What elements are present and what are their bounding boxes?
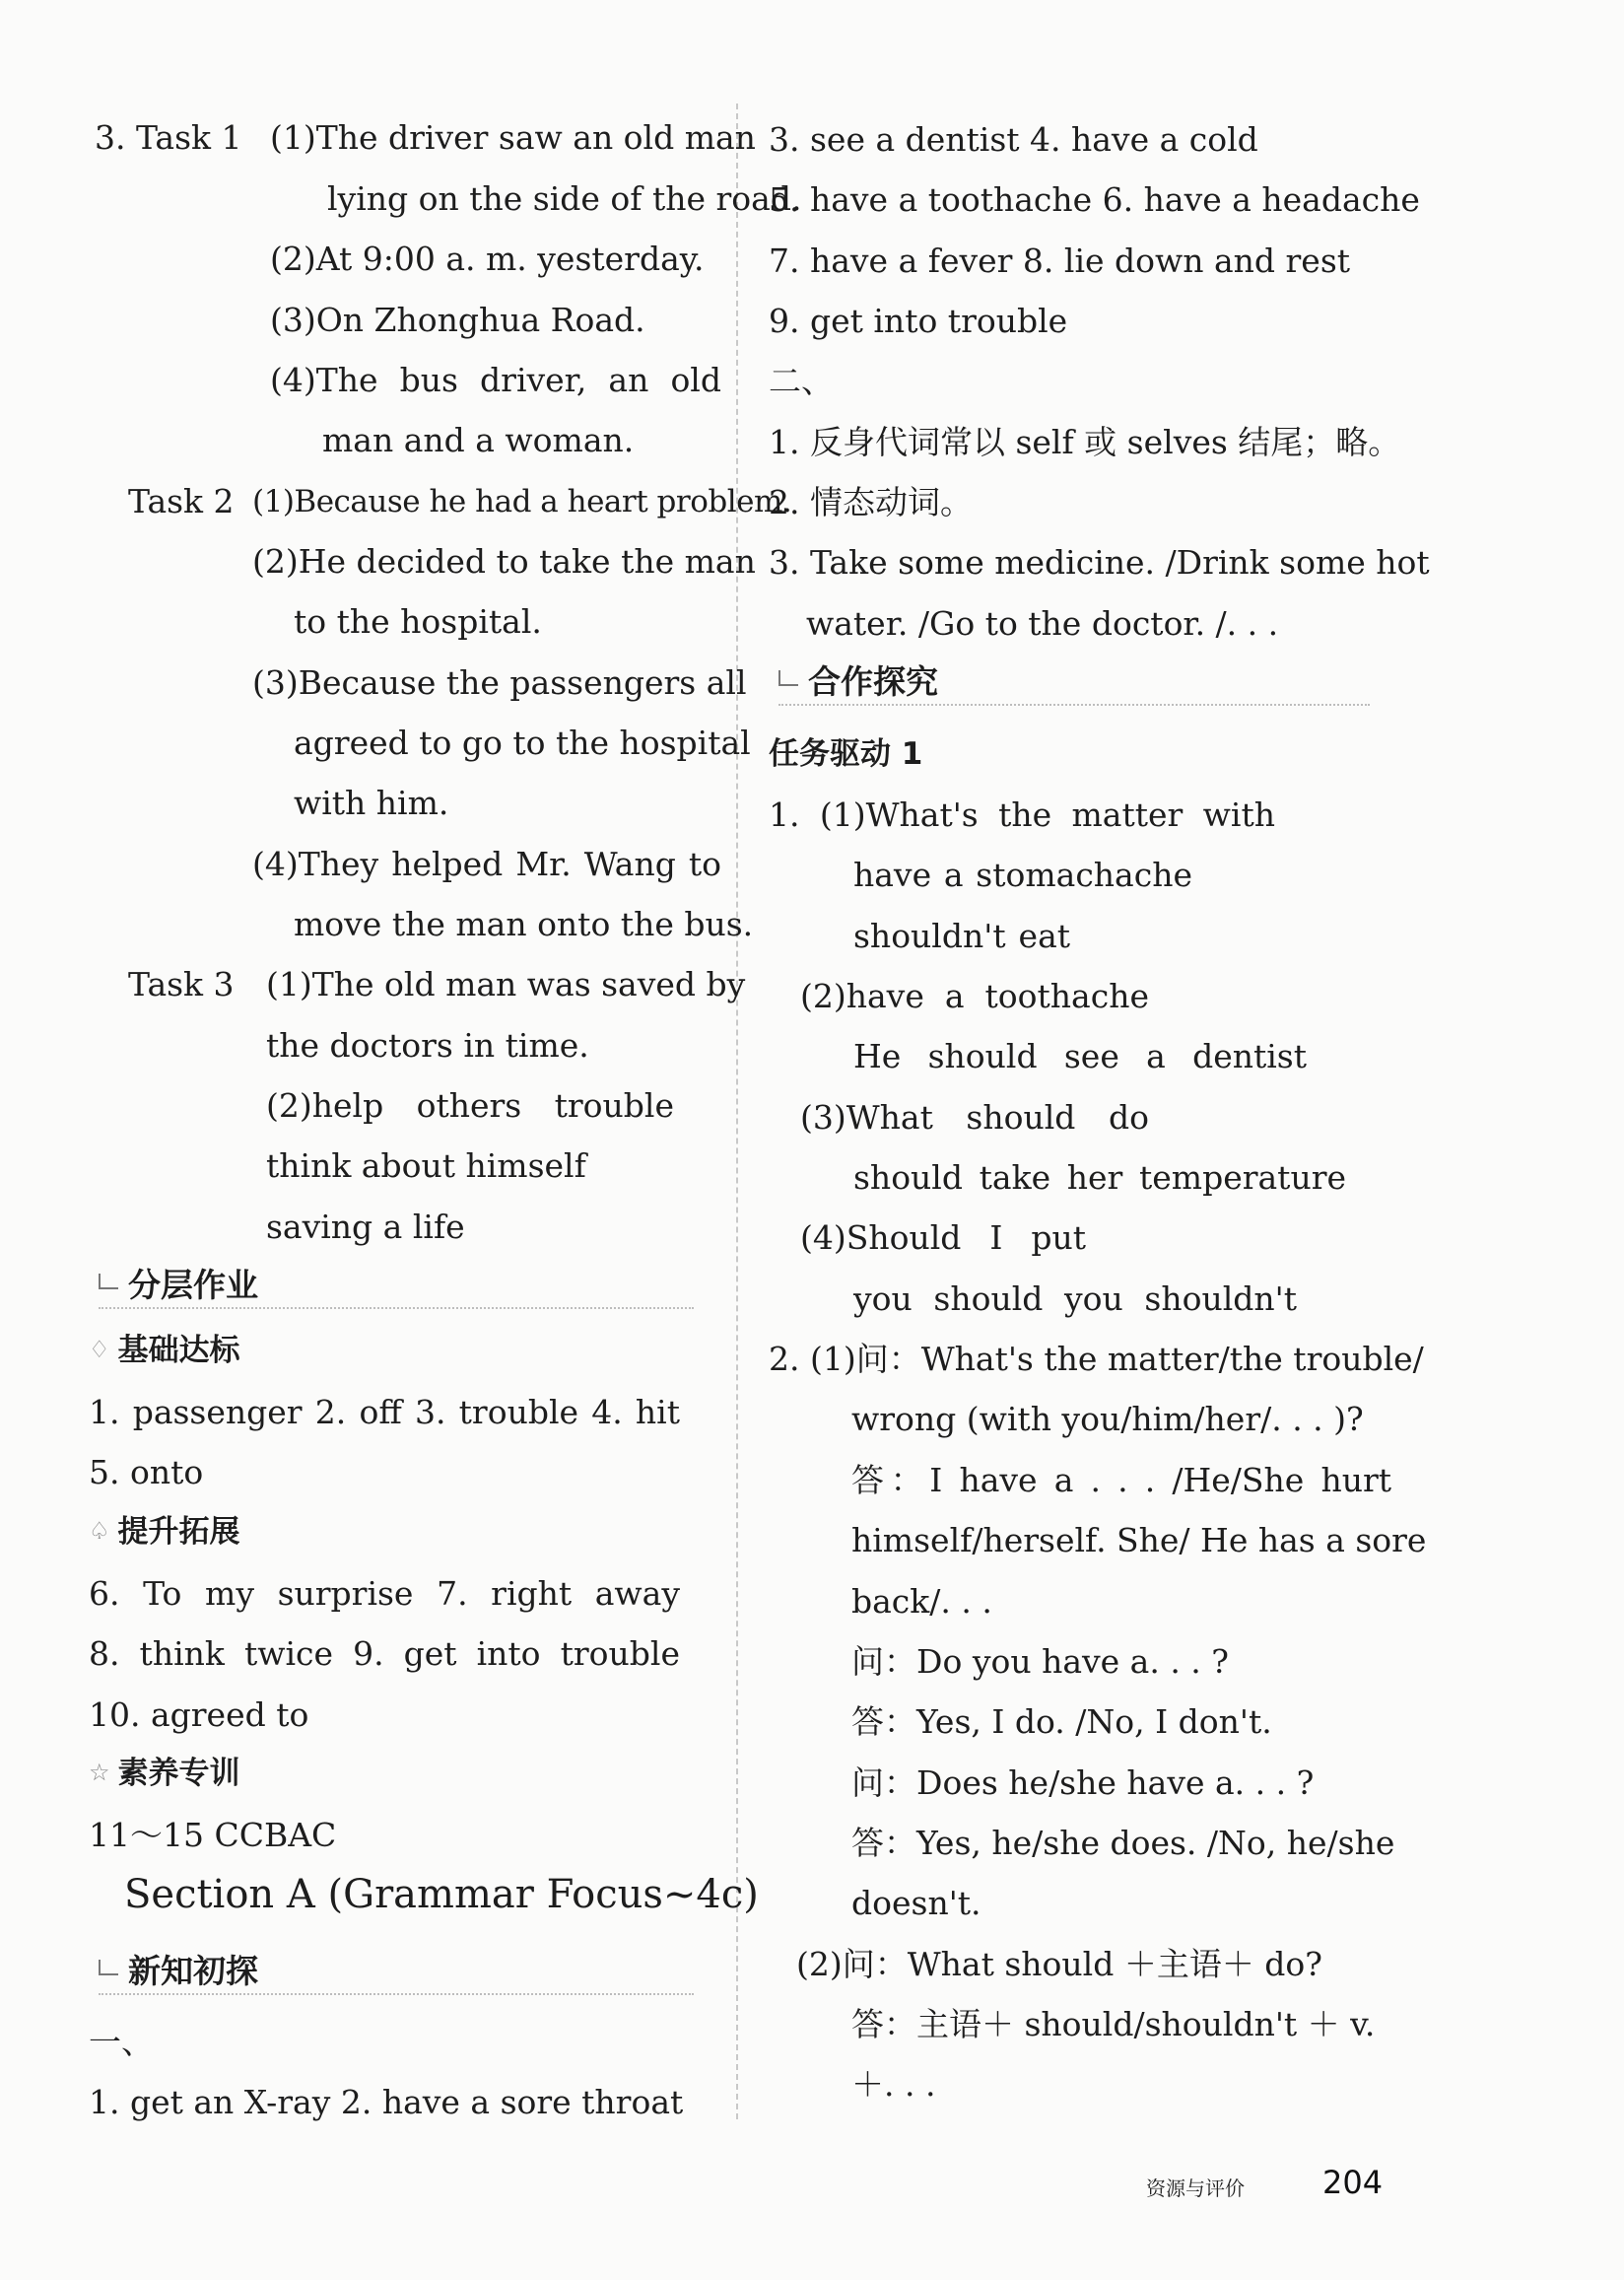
task1-q4-line1: (4)The bus driver, an old — [270, 361, 721, 399]
task2-q4-line1: (4)They helped Mr. Wang to — [252, 845, 721, 883]
drive-answer-c-line1: (2)问：What should ＋主语＋ do? — [796, 1945, 1322, 1983]
part-one-label: 一、 — [89, 2023, 154, 2061]
right-line-r4: 9. get into trouble — [769, 302, 1068, 340]
drive-answer-b-line1: 2. (1)问：What's the matter/the trouble/ — [769, 1340, 1424, 1378]
drive-answer-1-line3: shouldn't eat — [853, 917, 1070, 955]
drive-answer-c-line3: ＋. . . — [851, 2065, 936, 2104]
section-title: Section A (Grammar Focus~4c) — [124, 1872, 759, 1917]
drive-answer-1-line2: have a stomachache — [853, 856, 1192, 894]
drive-answer-4-line2: you should you shouldn't — [853, 1279, 1297, 1318]
drive-answer-2-line1: (2)have a toothache — [800, 977, 1149, 1015]
task2-q1: (1)Because he had a heart problem. — [252, 484, 792, 519]
footer-book-label: 资源与评价 — [1146, 2176, 1245, 2200]
heading-underline — [99, 1307, 694, 1309]
task2-q3-line1: (3)Because the passengers all — [252, 663, 747, 702]
drive-answer-b-line6: 问：Do you have a. . . ? — [851, 1642, 1229, 1681]
part-two-item2: 2. 情态动词。 — [769, 483, 973, 521]
drive-answer-b-line5: back/. . . — [851, 1582, 992, 1621]
task1-q1-line2: lying on the side of the road. — [327, 179, 802, 218]
task1-q3: (3)On Zhonghua Road. — [270, 301, 645, 339]
drive-answer-3-line2: should take her temperature — [853, 1158, 1346, 1197]
extend-answers-line3: 10. agreed to — [89, 1695, 309, 1734]
drive-answer-b-line9: 答：Yes, he/she does. /No, he/she — [851, 1824, 1395, 1862]
basic-answers-line1: 1. passenger 2. off 3. trouble 4. hit — [89, 1393, 680, 1431]
right-line-r3: 7. have a fever 8. lie down and rest — [769, 242, 1351, 280]
task2-q2-line2: to the hospital. — [294, 602, 542, 641]
heading-underline — [99, 1993, 694, 1995]
literacy-answers: 11～15 CCBAC — [89, 1816, 337, 1854]
part-one-item1: 1. get an X-ray 2. have a sore throat — [89, 2083, 684, 2121]
literacy-subheading: ☆ 素养专训 — [89, 1752, 240, 1797]
heading-marker-icon — [99, 1960, 118, 1975]
drive-answer-1-line1: 1. (1)What's the matter with — [769, 795, 1275, 834]
task1-q1-line1: (1)The driver saw an old man — [270, 118, 756, 157]
drive-answer-b-line4: himself/herself. She/ He has a sore — [851, 1521, 1427, 1559]
heading-marker-icon — [99, 1274, 118, 1289]
task2-label: Task 2 — [128, 482, 235, 520]
new-knowledge-heading: 新知初探 — [99, 1950, 258, 1993]
extend-answers-line1: 6. To my surprise 7. right away — [89, 1574, 680, 1613]
bulb-icon: ♤ — [89, 1516, 110, 1545]
heading-underline — [778, 704, 1370, 706]
right-line-r2: 5. have a toothache 6. have a headache — [769, 180, 1420, 219]
drive-answer-b-line8: 问：Does he/she have a. . . ? — [851, 1763, 1315, 1802]
extend-answers-line2: 8. think twice 9. get into trouble — [89, 1634, 680, 1673]
right-line-r1: 3. see a dentist 4. have a cold — [769, 120, 1258, 159]
star-icon: ☆ — [89, 1758, 110, 1786]
drive-answer-3-line1: (3)What should do — [800, 1098, 1149, 1137]
drive-answer-4-line1: (4)Should I put — [800, 1218, 1086, 1257]
cooperation-heading: 合作探究 — [778, 660, 938, 704]
task2-q2-line1: (2)He decided to take the man — [252, 542, 756, 581]
drive-answer-b-line7: 答：Yes, I do. /No, I don't. — [851, 1702, 1272, 1741]
bell-icon: ♢ — [89, 1335, 110, 1363]
heading-marker-icon — [778, 670, 798, 686]
task3-q1-line1: (1)The old man was saved by — [266, 965, 746, 1003]
extend-subheading: ♤ 提升拓展 — [89, 1510, 240, 1555]
basic-answers-line2: 5. onto — [89, 1453, 204, 1491]
drive-answer-b-line10: doesn't. — [851, 1884, 981, 1922]
part-two-item3-line1: 3. Take some medicine. /Drink some hot — [769, 543, 1430, 582]
drive-answer-b-line2: wrong (with you/him/her/. . . )? — [851, 1400, 1364, 1438]
task1-q4-line2: man and a woman. — [322, 421, 635, 459]
layered-homework-heading: 分层作业 — [99, 1264, 258, 1307]
page-number: 204 — [1322, 2164, 1384, 2201]
task1-label: 3. Task 1 — [95, 118, 242, 157]
task3-q1-line2: the doctors in time. — [266, 1026, 589, 1065]
part-two-item1: 1. 反身代词常以 self 或 selves 结尾；略。 — [769, 423, 1401, 461]
basic-subheading: ♢ 基础达标 — [89, 1329, 240, 1374]
drive-answer-2-line2: He should see a dentist — [853, 1037, 1307, 1075]
task2-q4-line2: move the man onto the bus. — [294, 905, 754, 943]
task3-q2-line2: think about himself — [266, 1146, 586, 1185]
part-two-label: 二、 — [769, 362, 834, 400]
part-two-item3-line2: water. /Go to the doctor. /. . . — [806, 604, 1279, 643]
task2-q3-line2: agreed to go to the hospital — [294, 724, 751, 762]
task3-q2-line3: saving a life — [266, 1208, 465, 1246]
task3-q2-line1: (2)help others trouble — [266, 1086, 674, 1125]
task3-label: Task 3 — [128, 965, 235, 1003]
task2-q3-line3: with him. — [294, 784, 449, 822]
task1-q2: (2)At 9:00 a. m. yesterday. — [270, 240, 705, 278]
task-drive-subheading: 任务驱动 1 — [769, 736, 923, 772]
column-divider — [736, 104, 738, 2119]
drive-answer-c-line2: 答：主语＋ should/shouldn't ＋ v. — [851, 2005, 1376, 2043]
drive-answer-b-line3: 答：I have a . . . /He/She hurt — [851, 1461, 1391, 1499]
